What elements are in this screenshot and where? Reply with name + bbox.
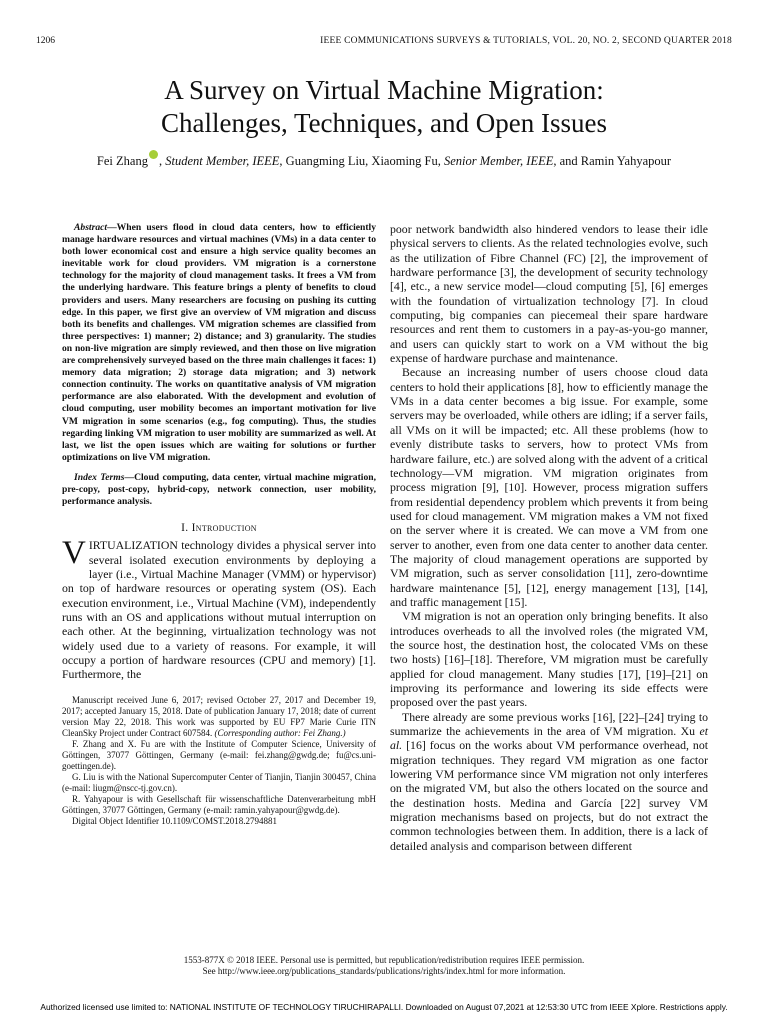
author-3-role: Senior Member, IEEE — [444, 154, 554, 168]
right-paragraph-1: poor network bandwidth also hindered vendors to lease their idle physical servers to clients. As the related technologies evolve, such as the utilization of Fibre Channel (FC) [2], the improvement of hardware performance [3], the development of security technology [4], etc., a new service model—cloud computing [5], [6] emerges with the foundation of virtualization technology [7]. In cloud computing, big companies can piecemeal their spare hardware resources and rent them to customers in a pay-as-you-go manner, and users can quickly start to work on a VM without the big expense of hardware purchase and maintenance. — [390, 222, 708, 366]
right-column — [390, 222, 708, 853]
right-paragraph-3: VM migration is not an operation only bringing benefits. It also introduces overheads to all the involved roles (the migrated VM, the source host, the destination host, the colocated VMs on these two hosts) [16]–[18]. Therefore, VM migration must be carefully applied for cloud management. Many studies [17], [19]–[21] on improving its performance and lowering its side effects were proposed over the past years. — [390, 609, 708, 710]
author-1-role: Student Member, IEEE — [165, 154, 280, 168]
page-number: 1206 — [36, 36, 55, 46]
index-terms-text: —Cloud computing, data center, virtual machine migration, pre-copy, post-copy, hybrid-copy, network connection, user mobility, performance analysis. — [62, 471, 376, 508]
right-paragraph-4-b: [16] focus on the works about VM performance overhead, not migration techniques. They regard VM migration as one factor lowering VM performance since VM migration not only interferes on the migrated VM, but also the others located on the source and the destination hosts. Medina and García [22] survey VM migration mechanisms based on projects, but do not extract the common technologies between them. In addition, there is a lack of detailed analysis and comparison between different — [390, 738, 708, 853]
abstract-lead: Abstract — [74, 222, 108, 233]
author-list: Fei Zhang , Student Member, IEEE, Guangming Liu, Xiaoming Fu, Senior Member, IEEE, and Ramin Yahyapour — [0, 150, 768, 169]
footnote-doi: Digital Object Identifier 10.1109/COMST.2018.2794881 — [72, 815, 277, 826]
section-number: I. — [181, 522, 192, 535]
et-al: et al. — [390, 724, 708, 753]
footnote-manuscript — [62, 695, 376, 739]
copyright-line-2[interactable]: See http://www.ieee.org/publications_standards/publications/rights/index.html for more information. — [202, 966, 566, 976]
corresponding-author: (Corresponding author: Fei Zhang.) — [214, 727, 346, 738]
title-line-1: A Survey on Virtual Machine Migration: — [164, 75, 604, 105]
footnotes — [62, 695, 376, 827]
author-4: and Ramin Yahyapour — [559, 154, 672, 168]
left-column — [62, 222, 376, 827]
copyright-notice — [0, 955, 768, 977]
intro-text: IRTUALIZATION technology divides a physical server into several isolated execution environments by deploying a layer (i.e., Virtual Machine Manager (VMM) or hypervisor) on top of hardware resources or operating system (OS). Each execution environment, i.e., Virtual Machine (VM), independently runs with an OS and applications without mutual interruption on each other. At the beginning, virtualization technology was not widely used due to a variety of reasons. For example, it will occupy a portion of hardware resources (CPU and memory) [1]. Furthermore, the — [62, 538, 376, 682]
section-heading-introduction — [62, 522, 376, 534]
section-title: Introduction — [191, 522, 257, 535]
paper-title — [0, 74, 768, 140]
footnote-affiliation-3: R. Yahyapour is with Gesellschaft für wissenschaftliche Datenverarbeitung mbH Göttingen, 37077 Göttingen, Germany (e-mail: ramin.yahyapour@gwdg.de). — [62, 793, 376, 815]
index-terms — [62, 472, 376, 508]
abstract-text: —When users flood in cloud data centers, how to efficiently manage hardware resources and virtual machines (VMs) in a data center to both lower economical cost and ensure a high service quality becomes an inevitable work for cloud providers. VM migration is a cornerstone technology for the majority of cloud management tasks. It frees a VM from the underlying hardware. This feature brings a plenty of benefits to cloud providers and users. Many researchers are focusing on pushing its cutting edge. In this paper, we first give an overview of VM migration and discuss both its benefits and challenges. VM migration schemes are classified from three perspectives: 1) manner; 2) distance; and 3) granularity. The studies on non-live migration are simply reviewed, and then those on live migration are comprehensively surveyed based on the three main challenges it faces: 1) memory data migration; 2) storage data migration; and 3) network connection continuity. The works on quantitative analysis of VM migration performance are also elaborated. With the development and evolution of cloud computing, user mobility becomes an important motivation for live VM migration in some scenarios (e.g., fog computing). Thus, the studies regarding linking VM migration to user mobility are summarized as well. At last, we list the open issues which are waiting for solutions or further optimizations on live VM migration. — [62, 222, 376, 463]
abstract — [62, 222, 376, 464]
title-line-2: Challenges, Techniques, and Open Issues — [160, 108, 607, 138]
footnote-affiliation-2: G. Liu is with the National Supercomputer Center of Tianjin, Tianjin 300457, China (e-mail: liugm@nscc-tj.gov.cn). — [62, 771, 376, 793]
footnote-manuscript-text: Manuscript received June 6, 2017; revised October 27, 2017 and December 19, 2017; accepted January 15, 2018. Date of publication January 17, 2018; date of current version May 22, 2018. This work was supported by EU FP7 Marie Curie ITN CleanSky Project under Contract 607584. — [62, 694, 376, 738]
footnote-affiliation-1: F. Zhang and X. Fu are with the Institute of Computer Science, University of Göttingen, 37077 Göttingen, Germany (e-mail: fei.zhang@gwdg.de; fu@cs.uni-goettingen.de). — [62, 738, 376, 771]
license-notice: Authorized licensed use limited to: NATIONAL INSTITUTE OF TECHNOLOGY TIRUCHIRAPALLI. Downloaded on August 07,2021 at 12:53:30 UTC from IEEE Xplore. Restrictions apply. — [40, 1002, 728, 1012]
drop-cap: V — [62, 535, 86, 572]
author-2-3: Guangming Liu, Xiaoming Fu — [285, 154, 438, 168]
intro-paragraph-1 — [62, 535, 376, 682]
orcid-icon[interactable] — [149, 150, 158, 159]
author-1: Fei Zhang — [96, 154, 148, 168]
copyright-line-1: 1553-877X © 2018 IEEE. Personal use is permitted, but republication/redistribution requires IEEE permission. — [183, 955, 585, 965]
running-head: IEEE COMMUNICATIONS SURVEYS & TUTORIALS, VOL. 20, NO. 2, SECOND QUARTER 2018 — [320, 36, 732, 46]
right-paragraph-2: Because an increasing number of users choose cloud data centers to hold their applications [8], how to efficiently manage the VMs in a data center becomes a big issue. For example, some servers may be overloaded, while others are idling; if a server fails, all VMs on it will be impacted; etc. All these problems (how to evenly distribute tasks to servers, how to protect VMs from hardware failure, etc.) are solved along with the advent of a critical technology—VM migration. VM migration originates from process migration [9], [10]. However, process migration suffers from residential dependency problem which prevents it from being used for cloud management. VM migration makes a VM not fixed on the server where it is created. We can move a VM from one server to another, even from one data center to another data center. The majority of cloud management operations are supported by VM migration, such as server consolidation [11], zero-downtime hardware maintenance [5], [12], energy management [13], [14], and traffic management [15]. — [390, 365, 708, 609]
index-terms-lead: Index Terms — [74, 471, 125, 483]
right-paragraph-4 — [390, 710, 708, 853]
right-paragraph-4-a: There already are some previous works [16], [22]–[24] trying to summarize the achievements in the area of VM migration. Xu — [390, 709, 708, 739]
